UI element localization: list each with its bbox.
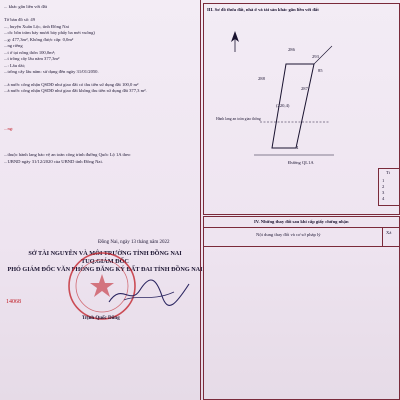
neighbor-85: 85	[318, 68, 323, 73]
parcel-vertex-4: 4	[296, 145, 299, 150]
coordinate-table-head: Ti	[386, 170, 390, 175]
registration-number: 14068	[6, 299, 21, 305]
signature-icon	[104, 272, 194, 312]
term-line: ...: Lâu dài;	[4, 63, 26, 68]
road-label: Đường QL1A	[288, 160, 314, 165]
section-4-title-rule	[203, 227, 399, 228]
note-tag: ...ng:	[4, 126, 14, 131]
changes-column-header: Nội dung thay đổi và cơ sở pháp lý	[256, 232, 321, 237]
header-rule	[203, 246, 399, 247]
section-3-title: III. Sơ đồ thửa đất, nhà ở và tài sản khác gắn liền với đất	[207, 7, 319, 12]
perennial-land-line: ...t trồng cây lâu năm 377,3m²	[4, 56, 60, 61]
column-divider	[382, 227, 383, 247]
confirm-column-header: Xá	[386, 230, 392, 235]
parcel-sketch	[240, 40, 350, 190]
rural-land-line: ...t ở tại nông thôn 100,0m²;	[4, 50, 56, 55]
coordinate-row-1: 1	[382, 178, 385, 183]
sheet-number: Tờ bản đồ số: 49	[4, 17, 36, 22]
neighbor-287: 287	[301, 86, 308, 91]
org-title: PHÓ GIÁM ĐỐC VĂN PHÒNG ĐĂNG KÝ ĐẤT ĐAI TỈNH ĐỒNG NAI	[7, 266, 203, 273]
commune-line: ..., huyện Xuân Lộc, tỉnh Đồng Nai	[4, 24, 69, 29]
corridor-line-2: ...UBND ngày 31/12/2020 của UBND tỉnh Đồng Nai.	[4, 159, 103, 164]
signer-name: Trịnh Quốc Dũng	[82, 316, 120, 321]
left-top-header: ... khác gắn liền với đất	[4, 4, 47, 9]
neighbor-288: 288	[258, 76, 265, 81]
org-name: SỞ TÀI NGUYÊN VÀ MÔI TRƯỜNG TỈNH ĐỒNG NAI	[28, 250, 182, 257]
corridor-label: Hành lang an toàn giao thông	[216, 117, 261, 121]
neighbor-293: 293	[312, 54, 319, 59]
coordinate-row-3: 3	[382, 190, 385, 195]
center-divider	[200, 0, 201, 400]
section-4-title: IV. Những thay đổi sau khi cấp giấy chứng nhận	[254, 219, 349, 224]
term-detail-line: ...trồng cây lâu năm: sử dụng đến ngày 31/01/2050.	[4, 69, 99, 74]
private-use: ...ng riêng	[4, 43, 23, 48]
parcel-area: (220,4)	[276, 103, 290, 108]
area-in-words: ...ch: bồn trăm bảy mươi bảy phẩy ba mét vuông)	[4, 30, 95, 35]
date-line: Đồng Nai, ngày 13 tháng năm 2022	[98, 240, 170, 245]
coordinate-row-2: 2	[382, 184, 385, 189]
source-line-1: ...à nước công nhận QSDĐ như giao đất có thu tiền sử dụng đất 100,0 m²	[4, 82, 139, 87]
coordinate-row-4: 4	[382, 196, 385, 201]
neighbor-286: 286	[288, 47, 295, 52]
section-4-frame	[203, 216, 400, 400]
area-line: ...g: 477,3m², Không được cấp: 0,0m²	[4, 37, 74, 42]
source-line-2: ...à nước công nhận QSDĐ như giao đất không thu tiền sử dụng đất 377,3 m².	[4, 88, 147, 93]
corridor-line-1: ...thuộc hành lang bảo vệ an toàn công trình đường Quốc Lộ 1A theo	[4, 152, 131, 157]
org-authority: TUQ.GIÁM ĐỐC	[81, 258, 129, 265]
north-arrow-icon	[228, 30, 242, 54]
